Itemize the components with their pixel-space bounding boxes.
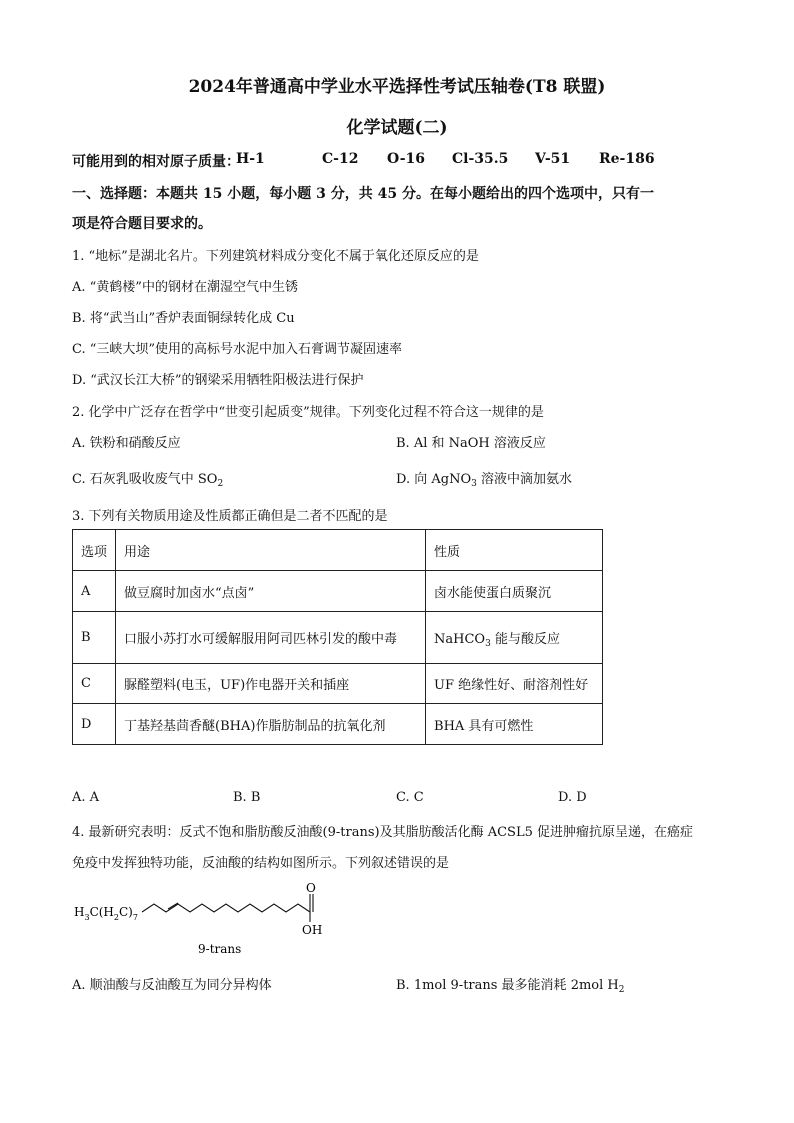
table-cell-use: 丁基羟基茴香醚(BHA)作脂肪制品的抗氧化剂 [116,704,426,745]
q2-option-c: C. 石灰乳吸收废气中 $SO_2$ [72,472,224,489]
oxygen-label: O [306,881,316,895]
exam-title: 2024年普通高中学业水平选择性考试压轴卷(T8 联盟) [188,77,606,97]
table-cell-use: 脲醛塑料(电玉，UF)作电器开关和插座 [116,664,426,704]
atomic-mass-item: O-16 [387,151,426,167]
q1-stem: 1. “地标”是湖北名片。下列建筑材料成分变化不属于氧化还原反应的是 [72,249,479,264]
molecule-name-label: 9-trans [198,942,242,956]
q2-option-a: A. 铁粉和硝酸反应 [72,436,181,451]
table-row [73,664,603,704]
table-row [73,571,603,612]
q2-stem: 2. 化学中广泛存在哲学中“世变引起质变”规律。下列变化过程不符合这一规律的是 [72,405,544,420]
double-bond-line [168,903,178,909]
q4-option-b: B. 1mol 9-trans 最多能消耗 2mol $H_2$ [396,978,625,995]
atomic-mass-item: Re-186 [599,151,655,167]
molecule-structure-diagram [70,880,360,960]
table-cell-option: B [73,612,116,664]
structure-left-group: $H_3C(H_2C)_7$ [74,905,138,922]
q1-option-d: D. “武汉长江大桥”的钢梁采用牺牲阳极法进行保护 [72,373,364,388]
section-heading-line: 项是符合题目要求的。 [72,216,212,232]
atomic-mass-item: C-12 [322,151,359,167]
table-cell-option: A [73,571,116,612]
q2-option-d: D. 向 AgNO$_3$ 溶液中滴加氨水 [396,472,572,489]
q3-stem: 3. 下列有关物质用途及性质都正确但是二者不匹配的是 [72,509,388,524]
q3-answer-d: D. D [558,790,587,805]
q4-stem-line: 4. 最新研究表明：反式不饱和脂肪酸反油酸(9-trans)及其脂肪酸活化酶 ACSL5 促进肿瘤抗原呈递，在癌症 [72,825,693,840]
table-header-cell: 选项 [73,530,116,571]
table-cell-property: 卤水能使蛋白质聚沉 [426,571,603,612]
hydroxyl-label: OH [302,923,323,937]
table-header-row [73,530,603,571]
q1-option-c: C. “三峡大坝”使用的高标号水泥中加入石膏调节凝固速率 [72,342,403,357]
exam-subtitle: 化学试题(二) [346,118,448,138]
q1-option-b: B. 将“武当山”香炉表面铜绿转化成 Cu [72,311,295,326]
table-cell-use: 做豆腐时加卤水“点卤” [116,571,426,612]
table-row [73,612,603,664]
table-cell-option: D [73,704,116,745]
atomic-mass-item: H-1 [236,151,265,167]
section-heading-line: 一、选择题：本题共 15 小题，每小题 3 分，共 45 分。在每小题给出的四个选项中，只有一 [72,186,654,202]
q3-table [72,529,603,745]
q4-stem-line: 免疫中发挥独特功能，反油酸的结构如图所示。下列叙述错误的是 [72,856,450,871]
table-header-cell: 用途 [116,530,426,571]
q3-answer-c: C. C [396,790,424,805]
q4-option-a: A. 顺油酸与反油酸互为同分异构体 [72,978,272,993]
q3-answer-b: B. B [233,790,261,805]
atomic-mass-item: V-51 [535,151,571,167]
atomic-masses-label: 可能用到的相对原子质量： [72,154,240,170]
carbon-chain-bonds [142,904,310,912]
table-cell-use: 口服小苏打水可缓解服用阿司匹林引发的酸中毒 [116,612,426,664]
table-row [73,704,603,745]
table-cell-option: C [73,664,116,704]
table-cell-property: NaHCO$_3$ 能与酸反应 [426,612,603,664]
table-cell-property: BHA 具有可燃性 [426,704,603,745]
table-header-cell: 性质 [426,530,603,571]
q1-option-a: A. “黄鹤楼”中的钢材在潮湿空气中生锈 [72,280,298,295]
table-cell-property: UF 绝缘性好、耐溶剂性好 [426,664,603,704]
q3-answer-a: A. A [72,790,100,805]
atomic-mass-item: Cl-35.5 [452,151,509,167]
q2-option-b: B. Al 和 NaOH 溶液反应 [396,436,546,451]
